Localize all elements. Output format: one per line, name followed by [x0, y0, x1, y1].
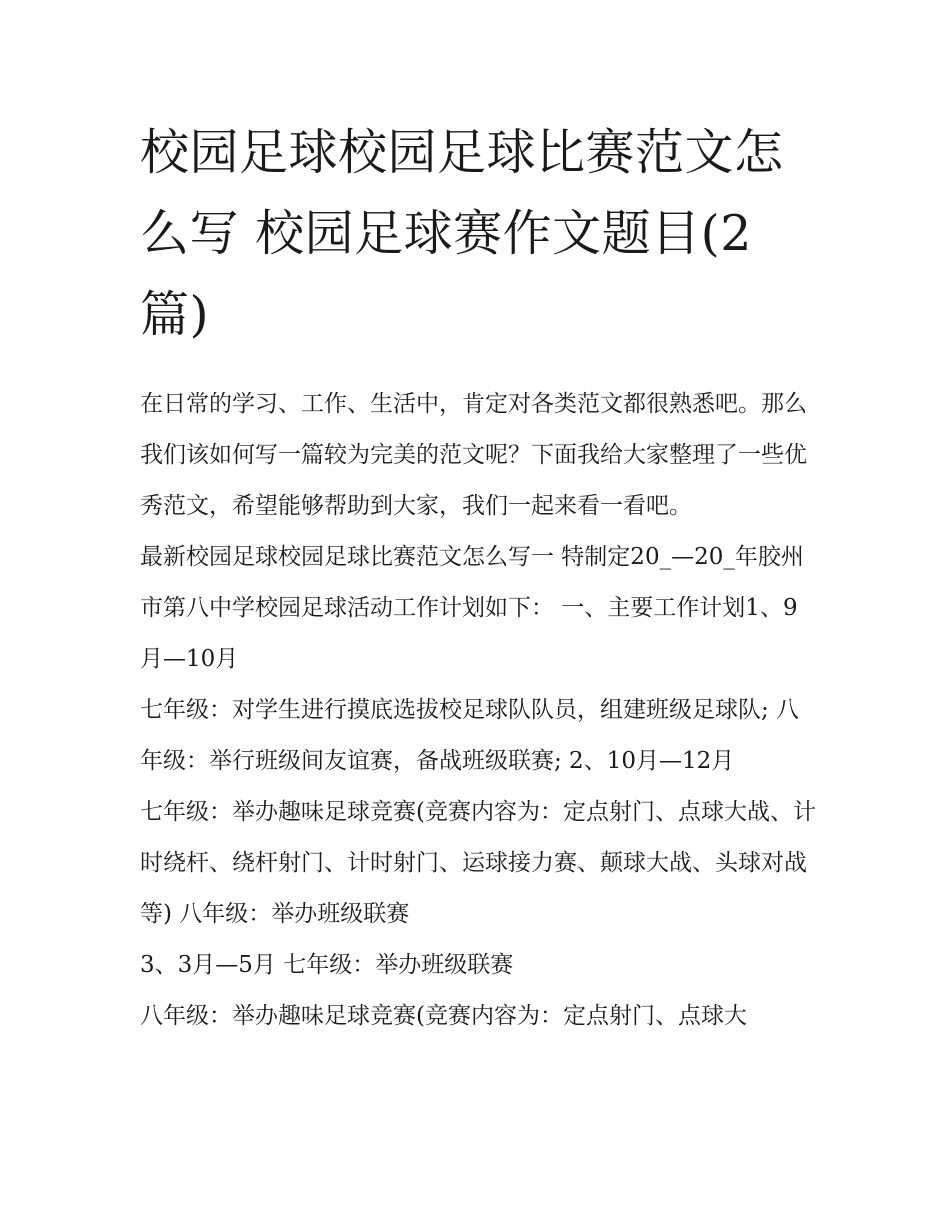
document-body — [140, 379, 820, 1042]
plan-item-paragraph: 八年级：举办趣味足球竞赛(竞赛内容为：定点射门、点球大 — [140, 1003, 747, 1029]
document-page — [140, 112, 820, 1042]
plan-intro-paragraph: 最新校园足球校园足球比赛范文怎么写一 特制定20_—20_年胶州市第八中学校园足球活动工作计划如下： 一、主要工作计划1、9月—10月 — [140, 544, 804, 672]
plan-item-paragraph: 七年级：对学生进行摸底选拔校足球队队员，组建班级足球队; 八年级：举行班级间友谊赛，备战班级联赛; 2、10月—12月 — [140, 697, 800, 774]
plan-item-paragraph: 七年级：举办趣味足球竞赛(竞赛内容为：定点射门、点球大战、计时绕杆、绕杆射门、计时射门、运球接力赛、颠球大战、头球对战等) 八年级：举办班级联赛 — [140, 799, 816, 927]
intro-paragraph: 在日常的学习、工作、生活中，肯定对各类范文都很熟悉吧。那么我们该如何写一篇较为完美的范文呢？下面我给大家整理了一些优秀范文，希望能够帮助到大家，我们一起来看一看吧。 — [140, 391, 807, 519]
plan-item-paragraph: 3、3月—5月 七年级：举办班级联赛 — [140, 952, 514, 978]
document-title: 校园足球校园足球比赛范文怎么写 校园足球赛作文题目(2篇) — [140, 124, 784, 343]
